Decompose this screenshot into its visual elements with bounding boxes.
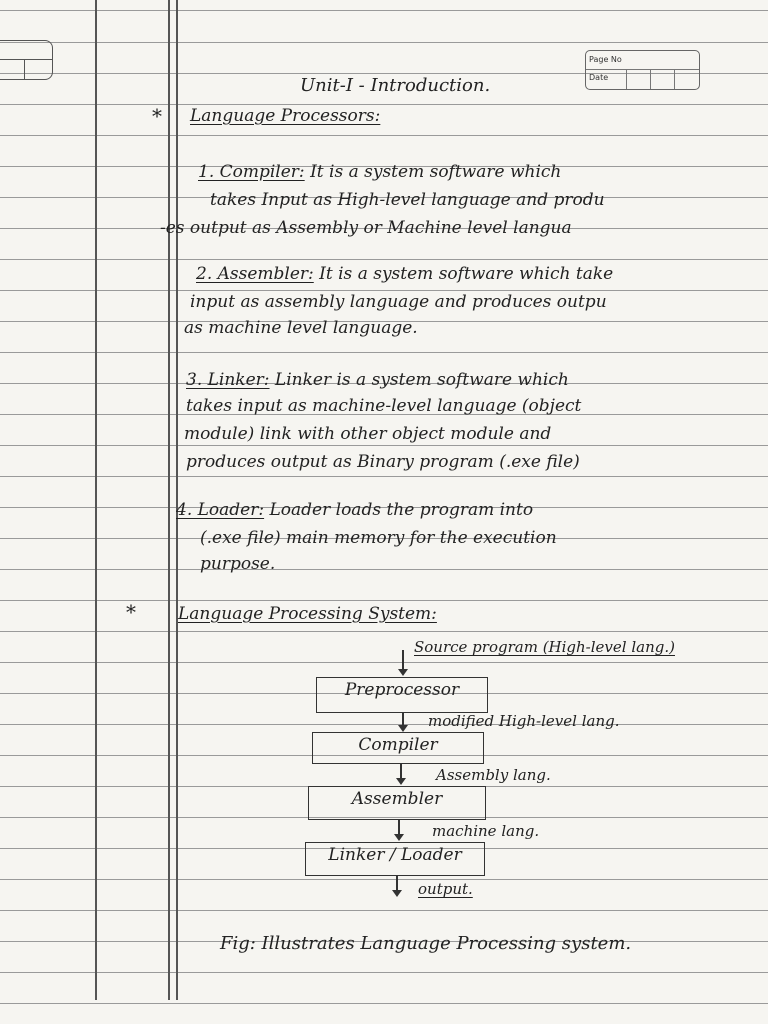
item2-line1 (196, 264, 613, 284)
item3-line2: takes input as machine-level language (object (186, 396, 582, 416)
stage2-output: Assembly lang. (436, 766, 551, 784)
margin-line-a (168, 0, 170, 1000)
arrow-1 (402, 712, 404, 730)
stage1-output: modified High-level lang. (428, 712, 620, 730)
item2-line2: input as assembly language and produces outpu (190, 292, 607, 312)
bullet-star-1: * (152, 104, 162, 128)
item2-text1: It is a system software which take (319, 264, 614, 284)
stage3-output: machine lang. (432, 822, 540, 840)
arrow-3 (398, 819, 400, 839)
item4-text1: Loader loads the program into (269, 500, 534, 520)
section1-heading: Language Processors: (190, 106, 381, 126)
figure-caption: Fig: Illustrates Language Processing system. (220, 933, 632, 954)
item3-term: 3. Linker: (186, 370, 270, 390)
item1-line1 (198, 162, 561, 182)
stage4-output: output. (418, 880, 473, 898)
compiler-label: Compiler (358, 735, 438, 755)
arrow-0 (402, 650, 404, 674)
item4-line1 (176, 500, 533, 520)
linker-loader-box (305, 842, 485, 876)
arrow-4 (396, 875, 398, 895)
bullet-star-2: * (126, 600, 136, 624)
page-no-label: Page No (589, 55, 622, 64)
page-date-box (585, 50, 700, 90)
date-label: Date (589, 73, 609, 82)
item4-line3: purpose. (200, 554, 276, 574)
item3-line4: produces output as Binary program (.exe file) (186, 452, 580, 472)
compiler-box (312, 732, 484, 764)
source-program-label: Source program (High-level lang.) (414, 638, 675, 656)
section2-heading: Language Processing System: (178, 604, 437, 624)
item1-text1: It is a system software which (310, 162, 562, 182)
item3-text1: Linker is a system software which (274, 370, 569, 390)
margin-line-left (95, 0, 97, 1000)
page-title: Unit-I - Introduction. (300, 75, 491, 96)
item3-line1 (186, 370, 569, 390)
item1-term: 1. Compiler: (198, 162, 305, 182)
item4-line2: (.exe file) main memory for the execution (200, 528, 557, 548)
item2-term: 2. Assembler: (196, 264, 314, 284)
preprocessor-label: Preprocessor (344, 680, 460, 700)
arrow-2 (400, 763, 402, 783)
item1-line2: takes Input as High-level language and produ (210, 190, 605, 210)
item1-line3: -es output as Assembly or Machine level langua (160, 218, 572, 238)
assembler-label: Assembler (351, 789, 443, 809)
assembler-box (308, 786, 486, 820)
linker-loader-label: Linker / Loader (328, 845, 462, 865)
corner-tab (0, 40, 53, 80)
preprocessor-box (316, 677, 488, 713)
item3-line3: module) link with other object module and (184, 424, 552, 444)
item2-line3: as machine level language. (184, 318, 418, 338)
item4-term: 4. Loader: (176, 500, 265, 520)
